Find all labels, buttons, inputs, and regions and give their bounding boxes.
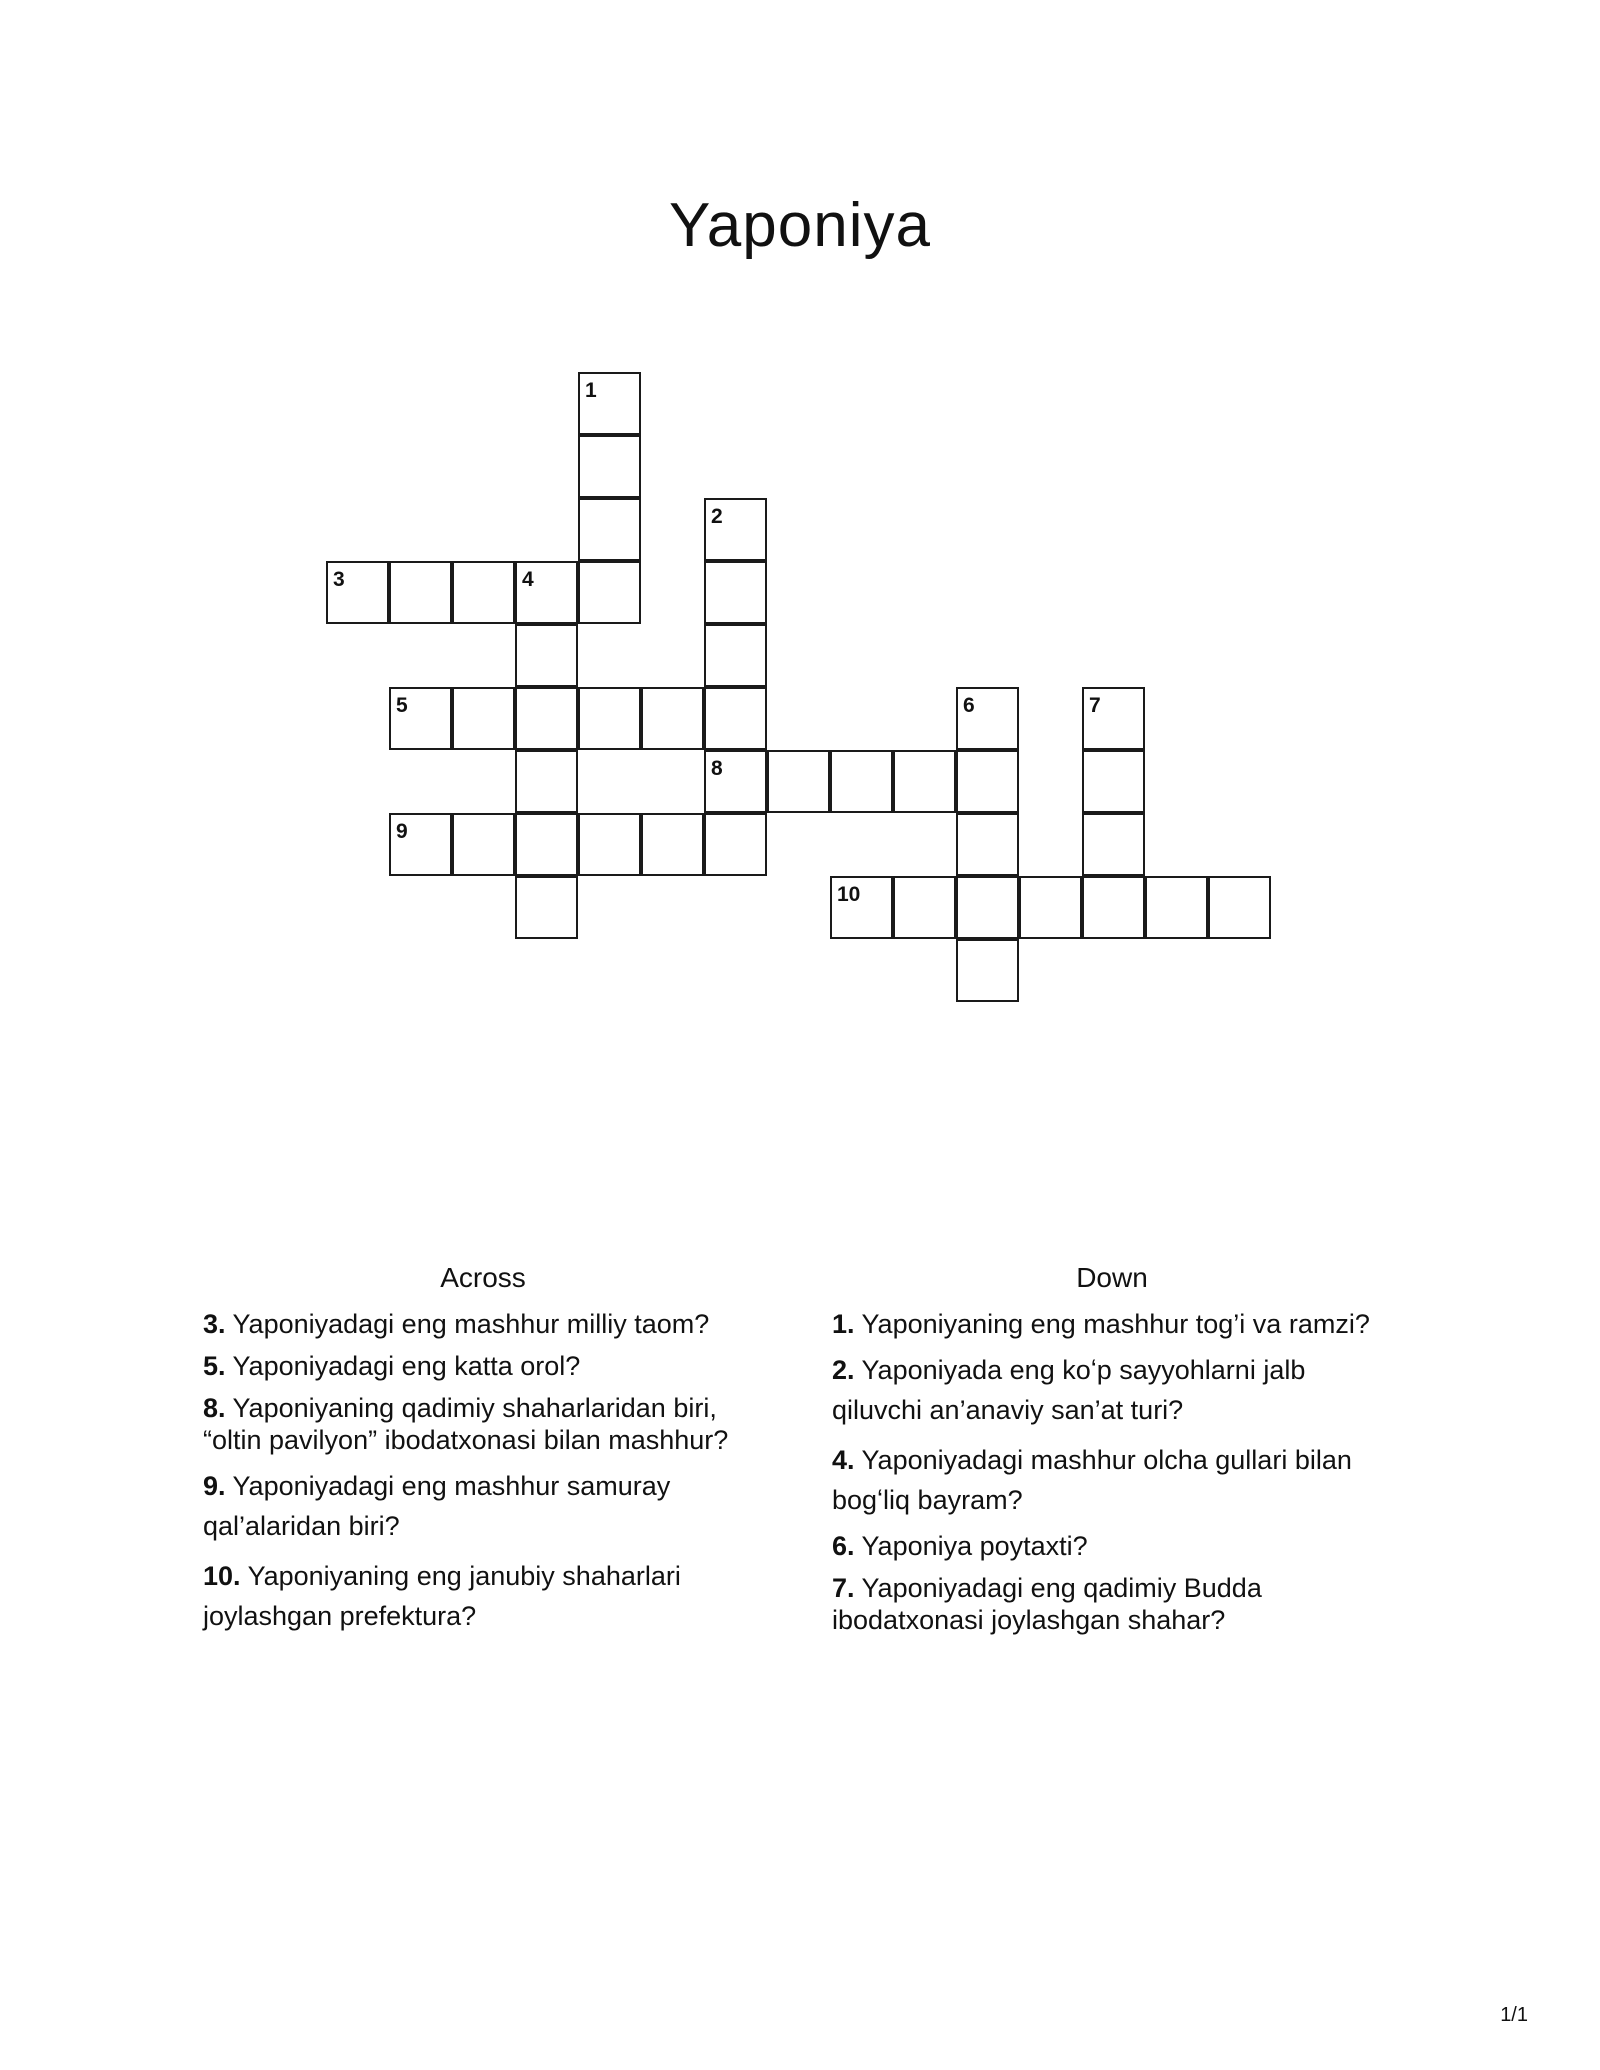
clue-num: 4. [832, 1445, 855, 1475]
crossword-cell[interactable] [1082, 876, 1145, 939]
crossword-cell[interactable] [704, 498, 767, 561]
across-heading: Across [440, 1262, 526, 1293]
crossword-cell[interactable] [1082, 813, 1145, 876]
clue-number: 8 [711, 757, 723, 780]
clue-num: 3. [203, 1309, 226, 1339]
clue-across-3 [203, 1308, 763, 1340]
crossword-cell[interactable] [578, 561, 641, 624]
crossword-cell[interactable] [704, 624, 767, 687]
crossword-cell[interactable] [452, 561, 515, 624]
crossword-cell[interactable] [893, 750, 956, 813]
crossword-cell[interactable] [389, 561, 452, 624]
clue-text: Yaponiyada eng koʻp sayyohlarni jalb qiluvchi an’anaviy san’at turi? [832, 1355, 1306, 1425]
crossword-cell[interactable] [578, 498, 641, 561]
crossword-cell[interactable] [515, 813, 578, 876]
across-clues [203, 1262, 763, 1646]
clue-number: 9 [396, 820, 408, 843]
crossword-cell[interactable] [452, 687, 515, 750]
clue-down-7 [832, 1572, 1392, 1636]
crossword-cell[interactable] [389, 813, 452, 876]
crossword-cell[interactable] [515, 687, 578, 750]
crossword-cell[interactable] [830, 750, 893, 813]
crossword-cell[interactable] [578, 813, 641, 876]
crossword-cell[interactable] [578, 372, 641, 435]
clue-down-1 [832, 1308, 1392, 1340]
clue-down-2 [832, 1350, 1392, 1430]
clue-text: Yaponiyadagi eng katta orol? [232, 1351, 581, 1381]
crossword-cell[interactable] [515, 876, 578, 939]
crossword-cell[interactable] [641, 813, 704, 876]
clue-down-6 [832, 1530, 1392, 1562]
clue-num: 7. [832, 1573, 855, 1603]
crossword-cell[interactable] [389, 687, 452, 750]
crossword-cell[interactable] [641, 687, 704, 750]
crossword-cell[interactable] [1082, 750, 1145, 813]
clue-text: Yaponiyaning eng janubiy shaharlari joylashgan prefektura? [203, 1561, 681, 1631]
clue-num: 8. [203, 1393, 226, 1423]
crossword-cell[interactable] [326, 561, 389, 624]
crossword-cell[interactable] [704, 687, 767, 750]
clue-number: 4 [522, 568, 534, 591]
clue-num: 5. [203, 1351, 226, 1381]
clue-text: Yaponiya poytaxti? [861, 1531, 1088, 1561]
crossword-cell[interactable] [704, 561, 767, 624]
crossword-cell[interactable] [956, 687, 1019, 750]
clue-across-8 [203, 1392, 763, 1456]
crossword-cell[interactable] [515, 624, 578, 687]
crossword-cell[interactable] [1019, 876, 1082, 939]
down-clues [832, 1262, 1392, 1646]
clue-text: Yaponiyadagi mashhur olcha gullari bilan bogʻliq bayram? [832, 1445, 1352, 1515]
clue-text: Yaponiyaning eng mashhur tog’i va ramzi? [861, 1309, 1370, 1339]
clue-number: 2 [711, 505, 723, 528]
clue-down-4 [832, 1440, 1392, 1520]
crossword-cell[interactable] [578, 435, 641, 498]
clue-num: 1. [832, 1309, 855, 1339]
crossword-cell[interactable] [956, 813, 1019, 876]
crossword-cell[interactable] [578, 687, 641, 750]
clue-number: 7 [1089, 694, 1101, 717]
crossword-cell[interactable] [1082, 687, 1145, 750]
clue-number: 1 [585, 379, 597, 402]
crossword-cell[interactable] [704, 750, 767, 813]
crossword-grid [0, 0, 1600, 1020]
crossword-cell[interactable] [515, 750, 578, 813]
crossword-cell[interactable] [893, 876, 956, 939]
clue-num: 9. [203, 1471, 226, 1501]
clue-number: 6 [963, 694, 975, 717]
clue-text: Yaponiyadagi eng mashhur milliy taom? [232, 1309, 710, 1339]
crossword-cell[interactable] [956, 750, 1019, 813]
clue-number: 3 [333, 568, 345, 591]
clue-across-5 [203, 1350, 763, 1382]
crossword-cell[interactable] [767, 750, 830, 813]
clue-num: 10. [203, 1561, 241, 1591]
clue-num: 6. [832, 1531, 855, 1561]
clue-across-10 [203, 1556, 763, 1636]
clue-text: Yaponiyadagi eng qadimiy Budda ibodatxonasi joylashgan shahar? [832, 1573, 1262, 1635]
clue-text: Yaponiyadagi eng mashhur samuray qal’alaridan biri? [203, 1471, 671, 1541]
clue-num: 2. [832, 1355, 855, 1385]
clue-text: Yaponiyaning qadimiy shaharlaridan biri, “oltin pavilyon” ibodatxonasi bilan mashhur? [203, 1393, 729, 1455]
crossword-cell[interactable] [1145, 876, 1208, 939]
crossword-cell[interactable] [956, 876, 1019, 939]
clue-number: 5 [396, 694, 408, 717]
crossword-cell[interactable] [1208, 876, 1271, 939]
crossword-cell[interactable] [956, 939, 1019, 1002]
crossword-cell[interactable] [704, 813, 767, 876]
crossword-cell[interactable] [830, 876, 893, 939]
clue-number: 10 [837, 883, 861, 906]
crossword-cell[interactable] [452, 813, 515, 876]
page-title: Yaponiya [669, 191, 931, 260]
clue-across-9 [203, 1466, 763, 1546]
down-heading: Down [1076, 1262, 1148, 1293]
crossword-cell[interactable] [515, 561, 578, 624]
page-number: 1/1 [1500, 2004, 1528, 2026]
